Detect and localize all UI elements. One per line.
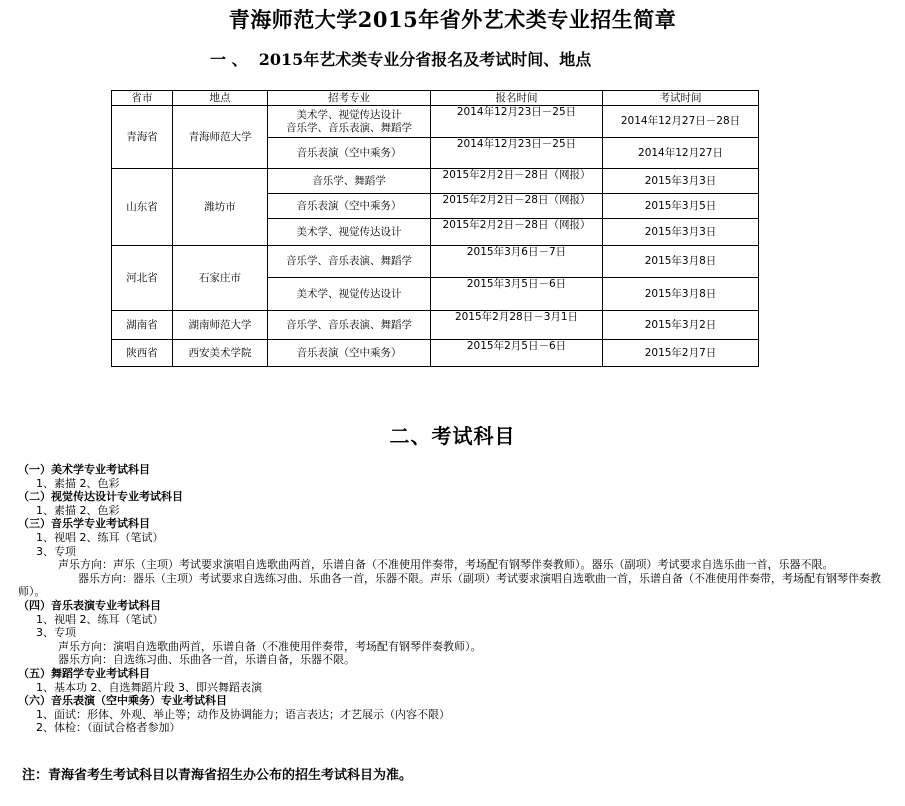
major-cell: 音乐表演（空中乘务） [268, 138, 431, 169]
major-cell: 音乐表演（空中乘务） [268, 340, 431, 367]
exam-time-cell: 2015年3月8日 [603, 278, 759, 311]
exam-item: 1、素描 2、色彩 [36, 503, 120, 517]
exam-item: 1、视唱 2、练耳（笔试） [36, 612, 164, 626]
major-cell: 音乐表演（空中乘务） [268, 194, 431, 219]
section1-title: 一 、 2015年艺术类专业分省报名及考试时间、地点 [210, 50, 592, 69]
exam-time-cell: 2015年3月5日 [603, 194, 759, 219]
province-cell: 青海省 [112, 106, 173, 169]
table-row [112, 246, 759, 278]
registration-cell: 2015年3月6日－7日 [431, 246, 603, 278]
major-cell: 音乐学、舞蹈学 [268, 169, 431, 194]
location-cell: 青海师范大学 [173, 106, 268, 169]
page-title: 青海师范大学2015年省外艺术类专业招生简章 [228, 7, 677, 32]
exam-time-cell: 2015年3月2日 [603, 311, 759, 340]
registration-cell: 2015年2月2日－28日（网报） [431, 219, 603, 246]
header-registration-time: 报名时间 [431, 91, 603, 106]
registration-cell: 2015年3月5日－6日 [431, 278, 603, 311]
major-cell: 美术学、视觉传达设计 [268, 278, 431, 311]
exam-heading-dance: （五）舞蹈学专业考试科目 [18, 666, 150, 680]
registration-cell: 2015年2月28日－3月1日 [431, 311, 603, 340]
province-cell: 河北省 [112, 246, 173, 311]
exam-item: 1、视唱 2、练耳（笔试） [36, 530, 164, 544]
table-header-row [112, 91, 759, 106]
exam-item: 3、专项 [36, 626, 76, 640]
exam-item: 1、素描 2、色彩 [36, 476, 120, 490]
location-cell: 潍坊市 [173, 169, 268, 246]
registration-cell: 2015年2月2日－28日（网报） [431, 194, 603, 219]
exam-item: 1、面试：形体、外观、举止等；动作及协调能力；语言表达；才艺展示（内容不限） [36, 707, 450, 721]
registration-cell: 2014年12月23日－25日 [431, 106, 603, 138]
major-cell [268, 106, 431, 138]
exam-time-cell: 2014年12月27日－28日 [603, 106, 759, 138]
exam-paragraph [18, 558, 890, 572]
location-cell: 石家庄市 [173, 246, 268, 311]
province-cell: 湖南省 [112, 311, 173, 340]
exam-paragraph-text: 器乐方向：器乐（主项）考试要求自选练习曲、乐曲各一首，乐器不限。声乐（副项）考试要求演唱自选歌曲一首，乐谱自备（不准使用伴奏带，考场配有钢琴伴奏教师）。 [18, 571, 881, 599]
registration-cell: 2015年2月2日－28日（网报） [431, 169, 603, 194]
table-row [112, 106, 759, 138]
header-exam-time: 考试时间 [603, 91, 759, 106]
location-cell: 西安美术学院 [173, 340, 268, 367]
schedule-table [111, 90, 759, 367]
exam-heading-flight-attendant: （六）音乐表演（空中乘务）专业考试科目 [18, 694, 227, 708]
header-location: 地点 [173, 91, 268, 106]
registration-cell: 2015年2月5日－6日 [431, 340, 603, 367]
province-cell: 陕西省 [112, 340, 173, 367]
exam-time-cell: 2015年3月8日 [603, 246, 759, 278]
major-line: 音乐学、音乐表演、舞蹈学 [286, 121, 412, 134]
exam-time-cell: 2015年2月7日 [603, 340, 759, 367]
table-row [112, 340, 759, 367]
header-major: 招考专业 [268, 91, 431, 106]
footer-note: 注：青海省考生考试科目以青海省招生办公布的招生考试科目为准。 [22, 768, 413, 783]
section2-title: 二、考试科目 [389, 424, 516, 448]
exam-paragraph: 器乐方向：自选练习曲、乐曲各一首，乐谱自备，乐器不限。 [58, 653, 355, 667]
major-cell: 美术学、视觉传达设计 [268, 219, 431, 246]
header-province: 省市 [112, 91, 173, 106]
exam-heading-musicology: （三）音乐学专业考试科目 [18, 517, 150, 531]
table-row [112, 169, 759, 194]
major-cell: 音乐学、音乐表演、舞蹈学 [268, 311, 431, 340]
registration-cell: 2014年12月23日－25日 [431, 138, 603, 169]
table-row [112, 311, 759, 340]
exam-item: 2、体检：（面试合格者参加） [36, 721, 181, 735]
exam-heading-music-performance: （四）音乐表演专业考试科目 [18, 598, 161, 612]
exam-time-cell: 2014年12月27日 [603, 138, 759, 169]
exam-time-cell: 2015年3月3日 [603, 219, 759, 246]
exam-time-cell: 2015年3月3日 [603, 169, 759, 194]
exam-subjects [18, 463, 890, 735]
exam-heading-fine-arts: （一）美术学专业考试科目 [18, 463, 150, 476]
major-cell: 音乐学、音乐表演、舞蹈学 [268, 246, 431, 278]
exam-item: 1、基本功 2、自选舞蹈片段 3、即兴舞蹈表演 [36, 680, 262, 694]
exam-paragraph [18, 572, 890, 599]
exam-paragraph: 声乐方向：演唱自选歌曲两首，乐谱自备（不准使用伴奏带，考场配有钢琴伴奏教师）。 [58, 639, 482, 653]
province-cell: 山东省 [112, 169, 173, 246]
exam-item: 3、专项 [36, 544, 76, 558]
major-line: 美术学、视觉传达设计 [296, 108, 402, 121]
exam-heading-visual-design: （二）视觉传达设计专业考试科目 [18, 490, 183, 504]
location-cell: 湖南师范大学 [173, 311, 268, 340]
exam-paragraph-text: 声乐方向：声乐（主项）考试要求演唱自选歌曲两首，乐谱自备（不准使用伴奏带，考场配有钢琴伴奏教师）。器乐（副项）考试要求自选乐曲一首，乐器不限。 [58, 558, 834, 572]
